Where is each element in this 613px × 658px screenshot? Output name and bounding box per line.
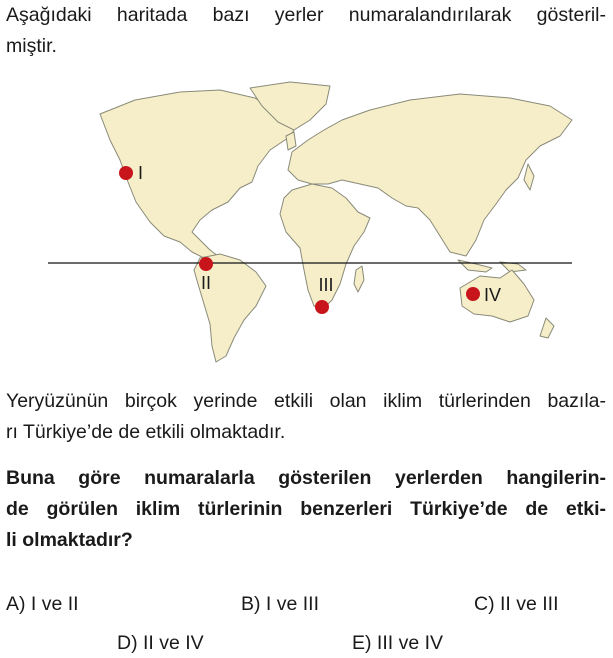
location-label-4: IV	[484, 285, 502, 305]
statement-line-1: Yeryüzünün birçok yerinde etkili olan iklim türlerinden bazıla-	[6, 390, 606, 412]
choice-b[interactable]: B) I ve III	[241, 593, 320, 615]
location-marker-1	[119, 166, 133, 180]
question-line-2: de görülen iklim türlerinin benzerleri Türkiye’de de etki-	[6, 498, 606, 520]
question-paragraph	[6, 463, 606, 556]
world-map	[40, 80, 580, 370]
intro-line-2: miştir.	[6, 35, 57, 57]
intro-paragraph	[6, 0, 606, 62]
madagascar-landmass	[354, 266, 364, 292]
intro-line-1: Aşağıdaki haritada bazı yerler numaralandırılarak gösteril-	[6, 4, 606, 26]
question-line-1: Buna göre numaralarla gösterilen yerlerden hangilerin-	[6, 467, 606, 489]
island-chain-landmass	[458, 260, 492, 272]
japan-landmass	[524, 164, 534, 190]
britain-landmass	[286, 132, 296, 150]
choice-d[interactable]: D) II ve IV	[117, 632, 204, 654]
choice-e[interactable]: E) III ve IV	[352, 632, 444, 654]
choice-a[interactable]: A) I ve II	[6, 593, 79, 615]
location-marker-2	[199, 257, 213, 271]
new-zealand-landmass	[540, 318, 554, 338]
location-label-2: II	[200, 273, 212, 293]
location-label-3: III	[318, 275, 334, 295]
location-label-1: I	[138, 163, 144, 183]
choice-c[interactable]: C) II ve III	[474, 593, 559, 615]
statement-paragraph	[6, 386, 606, 448]
location-marker-4	[466, 287, 480, 301]
statement-line-2: rı Türkiye’de de etkili olmaktadır.	[6, 421, 286, 443]
question-line-3: li olmaktadır?	[6, 529, 133, 551]
location-marker-3	[315, 300, 329, 314]
